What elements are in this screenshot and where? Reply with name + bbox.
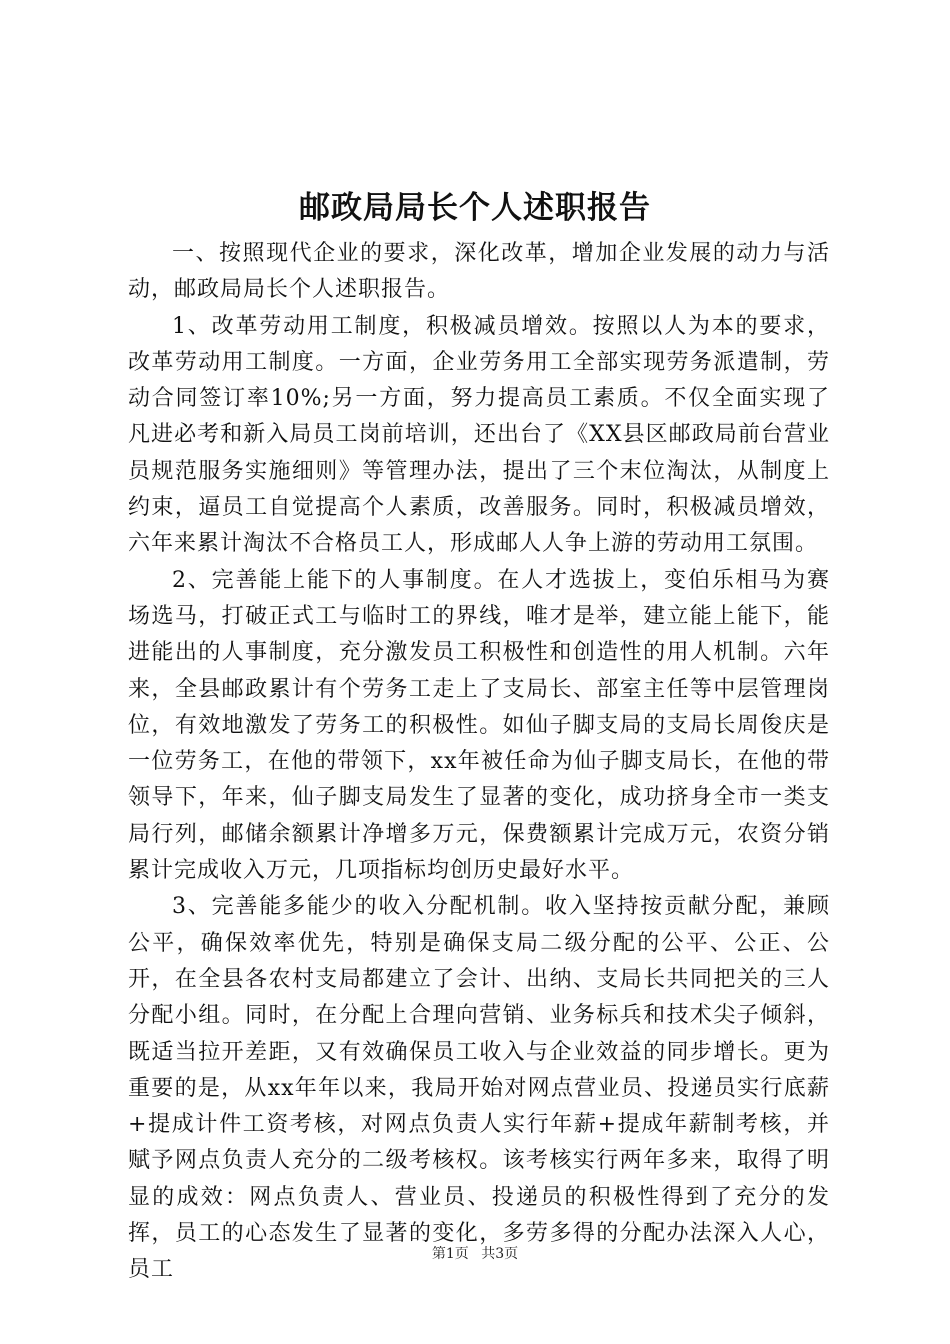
document-body bbox=[128, 236, 830, 1289]
page-number: 第1页 bbox=[431, 1246, 469, 1262]
document-title: 邮政局局长个人述职报告 bbox=[299, 190, 651, 226]
paragraph-section-3: 3、完善能多能少的收入分配机制。收入坚持按贡献分配，兼顾公平，确保效率优先，特别是确保支局二级分配的公平、公正、公开，在全县各农村支局都建立了会计、出纳、支局长共同把关的三人分配小组。同时，在分配上合理向营销、业务标兵和技术尖子倾斜，既适当拉开差距，又有效确保员工收入与企业效益的同步增长。更为重要的是，从xx年年以来，我局开始对网点营业员、投递员实行底薪+提成计件工资考核，对网点负责人实行年薪+提成年薪制考核，并赋予网点负责人充分的二级考核权。该考核实行两年多来，取得了明显的成效：网点负责人、营业员、投递员的积极性得到了充分的发挥，员工的心态发生了显著的变化，多劳多得的分配办法深入人心，员工 bbox=[128, 894, 830, 1283]
paragraph-section-2: 2、完善能上能下的人事制度。在人才选拔上，变伯乐相马为赛场选马，打破正式工与临时工的界线，唯才是举，建立能上能下，能进能出的人事制度，充分激发员工积极性和创造性的用人机制。六年来，全县邮政累计有个劳务工走上了支局长、部室主任等中层管理岗位，有效地激发了劳务工的积极性。如仙子脚支局的支局长周俊庆是一位劳务工，在他的带领下，xx年被任命为仙子脚支局长，在他的带领导下，年来，仙子脚支局发生了显著的变化，成功挤身全市一类支局行列，邮储余额累计净增多万元，保费额累计完成万元，农资分销累计完成收入万元，几项指标均创历史最好水平。 bbox=[128, 567, 830, 884]
page-footer bbox=[0, 1244, 950, 1264]
paragraph-section-1: 1、改革劳动用工制度，积极减员增效。按照以人为本的要求，改革劳动用工制度。一方面，企业劳务用工全部实现劳务派遣制，劳动合同签订率10%;另一方面，努力提高员工素质。不仅全面实现了凡进必考和新入局员工岗前培训，还出台了《XX县区邮政局前台营业员规范服务实施细则》等管理办法，提出了三个末位淘汰，从制度上约束，逼员工自觉提高个人素质，改善服务。同时，积极减员增效，六年来累计淘汰不合格员工人，形成邮人人争上游的劳动用工氛围。 bbox=[128, 313, 830, 557]
paragraph-intro: 一、按照现代企业的要求，深化改革，增加企业发展的动力与活动，邮政局局长个人述职报告。 bbox=[128, 241, 830, 303]
page-total: 共3页 bbox=[481, 1246, 519, 1262]
